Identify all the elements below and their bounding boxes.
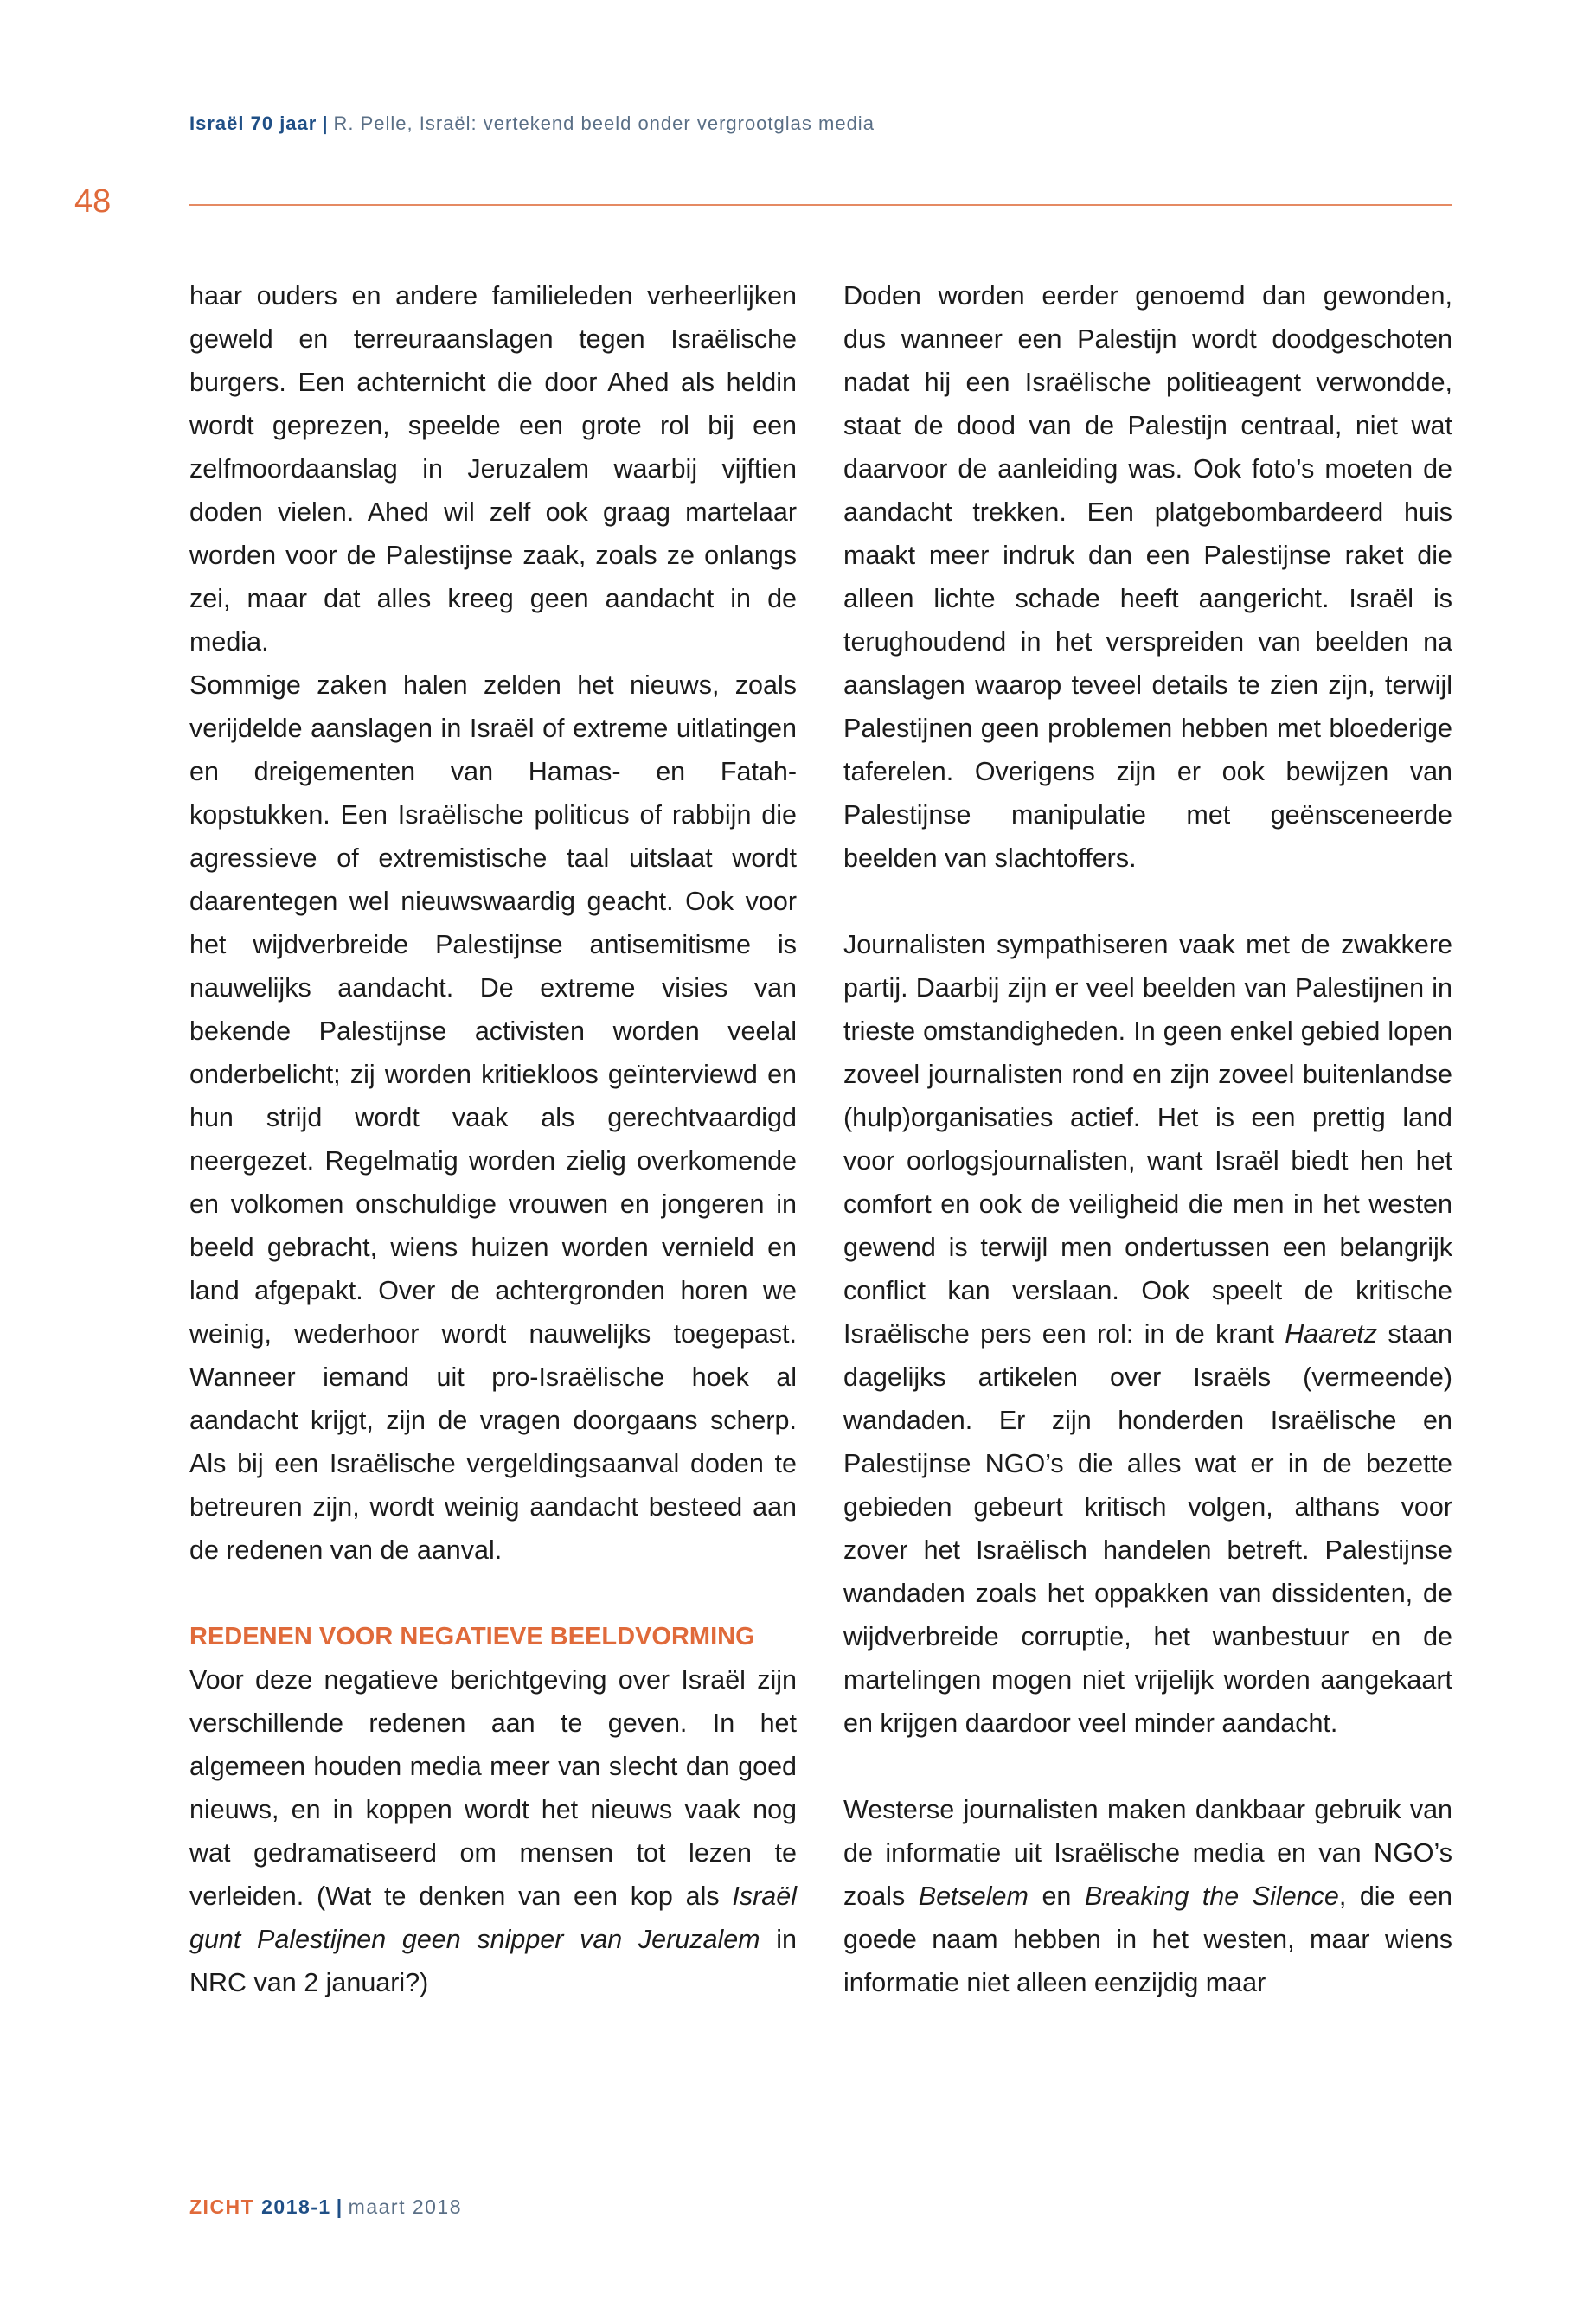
paragraph: Journalisten sympathiseren vaak met de zwakkere partij. Daarbij zijn er veel beelden van Palestijnen in trieste omstandigheden. In geen enkel gebied lopen zoveel journalisten rond en zijn zoveel buitenlandse (hulp)organisaties actief. Het is een prettig land voor oorlogsjournalisten, want Israël biedt hen het comfort en ook de veiligheid die men in het westen gewend is terwijl men ondertussen een belangrijk conflict kan verslaan. Ook speelt de kritische Israëlische pers een rol: in de krant Haaretz staan dagelijks artikelen over Israëls (vermeende) wandaden. Er zijn honderden Israëlische en Palestijnse NGO’s die alles wat er in de bezette gebieden gebeurt kritisch volgen, althans voor zover het Israëlisch handelen betreft. Palestijnse wandaden zoals het oppakken van dissidenten, de wijdverbreide corruptie, het wanbestuur en de martelingen mogen niet vrijelijk worden aangekaart en krijgen daardoor veel minder aandacht. xyxy=(843,930,1452,1738)
page-number: 48 xyxy=(74,183,112,220)
italic-newspaper: Haaretz xyxy=(1285,1319,1378,1349)
magazine-name: ZICHT xyxy=(189,2195,255,2218)
running-footer xyxy=(189,2195,462,2219)
journal-title: Israël 70 jaar xyxy=(189,112,317,134)
right-column xyxy=(843,274,1452,2004)
paragraph: haar ouders en andere familieleden verheerlijken geweld en terreuraanslagen tegen Israëlische burgers. Een achternicht die door Ahed als heldin wordt geprezen, speelde een grote rol bij een zelfmoordaanslag in Jeruzalem waarbij vijftien doden vielen. Ahed wil zelf ook graag martelaar worden voor de Palestijnse zaak, zoals ze onlangs zei, maar dat alles kreeg geen aandacht in de media. xyxy=(189,281,797,657)
italic-ngo-name: Breaking the Silence xyxy=(1084,1881,1339,1911)
paragraph: Westerse journalisten maken dankbaar gebruik van de informatie uit Israëlische media en van NGO’s zoals Betselem en Breaking the Silence, die een goede naam hebben in het westen, maar wiens informatie niet alleen eenzijdig maar xyxy=(843,1795,1452,1997)
footer-separator: | xyxy=(336,2195,343,2218)
left-column xyxy=(189,274,797,2004)
section-heading: REDENEN VOOR NEGATIEVE BEELDVORMING xyxy=(189,1623,755,1650)
italic-headline: Israël gunt Palestijnen geen snipper van Jeruzalem xyxy=(189,1881,797,1954)
issue-date: maart 2018 xyxy=(348,2195,463,2218)
header-rule xyxy=(189,204,1452,206)
running-header xyxy=(189,112,875,135)
paragraph: Sommige zaken halen zelden het nieuws, zoals verijdelde aanslagen in Israël of extreme uitlatingen en dreigementen van Hamas- en Fatah-kopstukken. Een Israëlische politicus of rabbijn die agressieve of extremistische taal uitslaat wordt daarentegen wel nieuwswaardig geacht. Ook voor het wijdverbreide Palestijnse antisemitisme is nauwelijks aandacht. De extreme visies van bekende Palestijnse activisten worden veelal onderbelicht; zij worden kritiekloos geïnterviewd en hun strijd wordt vaak als gerechtvaardigd neergezet. Regelmatig worden zielig overkomende en volkomen onschuldige vrouwen en jongeren in beeld gebracht, wiens huizen worden vernield en land afgepakt. Over de achtergronden horen we weinig, wederhoor wordt nauwelijks toegepast. Wanneer iemand uit pro-Israëlische hoek al aandacht krijgt, zijn de vragen doorgaans scherp. Als bij een Israëlische vergeldingsaanval doden te betreuren zijn, wordt weinig aandacht besteed aan de redenen van de aanval. xyxy=(189,670,797,1565)
issue-number: 2018-1 xyxy=(261,2195,331,2218)
article-subtitle: R. Pelle, Israël: vertekend beeld onder vergrootglas media xyxy=(333,112,875,134)
header-separator: | xyxy=(322,112,329,134)
italic-ngo-name: Betselem xyxy=(918,1881,1029,1911)
paragraph: Doden worden eerder genoemd dan gewonden, dus wanneer een Palestijn wordt doodgeschoten nadat hij een Israëlische politieagent verwondde, staat de dood van de Palestijn centraal, niet wat daarvoor de aanleiding was. Ook foto’s moeten de aandacht trekken. Een platgebombardeerd huis maakt meer indruk dan een Palestijnse raket die alleen lichte schade heeft aangericht. Israël is terughoudend in het verspreiden van beelden na aanslagen waarop teveel details te zien zijn, terwijl Palestijnen geen problemen hebben met bloederige taferelen. Overigens zijn er ook bewijzen van Palestijnse manipulatie met geënsceneerde beelden van slachtoffers. xyxy=(843,281,1452,873)
paragraph: Voor deze negatieve berichtgeving over Israël zijn verschillende redenen aan te geven. In het algemeen houden media meer van slecht dan goed nieuws, en in koppen wordt het nieuws vaak nog wat gedramatiseerd om mensen tot lezen te verleiden. (Wat te denken van een kop als Israël gunt Palestijnen geen snipper van Jeruzalem in NRC van 2 januari?) xyxy=(189,1665,797,1997)
